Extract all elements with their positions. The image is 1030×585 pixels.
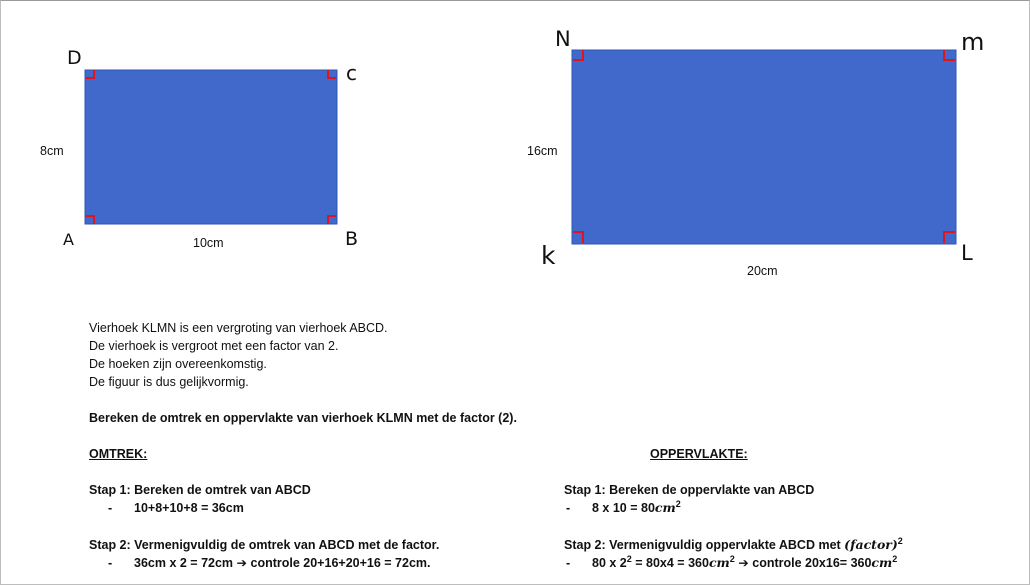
- omtrek-step2-calc-b: controle 20+16+20+16 = 72cm.: [250, 556, 431, 570]
- klmn-width-label: 20cm: [747, 264, 778, 278]
- arrow-icon: ➔: [236, 556, 248, 570]
- oppervlakte-heading: OPPERVLAKTE:: [650, 447, 748, 461]
- bullet-dash: -: [108, 556, 113, 570]
- omtrek-step2-calc: [108, 554, 431, 572]
- vertex-label-b: B: [345, 228, 359, 250]
- oppervlakte-step2-calc-c: controle 20x16= 360: [752, 556, 872, 570]
- vertex-label-c: c: [346, 61, 357, 85]
- oppervlakte-step2-unit-exp: 2: [729, 553, 735, 564]
- abcd-width-label: 10cm: [193, 236, 224, 250]
- oppervlakte-step2-factor-exp: 2: [897, 535, 903, 546]
- oppervlakte-step1-unit: cm: [654, 500, 676, 515]
- bullet-dash: -: [566, 556, 571, 570]
- arrow-icon: ➔: [738, 556, 749, 570]
- vertex-label-k: k: [541, 241, 556, 270]
- oppervlakte-step2-calc-a: 80 x 2: [592, 556, 627, 570]
- oppervlakte-step2-unit: cm: [708, 555, 730, 570]
- intro-line-3: De hoeken zijn overeenkomstig.: [89, 357, 267, 371]
- intro-line-2: De vierhoek is vergroot met een factor van 2.: [89, 339, 339, 353]
- omtrek-step1-calc-text: 10+8+10+8 = 36cm: [134, 501, 244, 515]
- oppervlakte-step2-title-text: Stap 2: Vermenigvuldig oppervlakte ABCD met: [564, 538, 841, 552]
- oppervlakte-step2-calc-b: = 80x4 = 360: [631, 556, 709, 570]
- oppervlakte-step1-exp: 2: [675, 498, 681, 509]
- omtrek-step1-title: Stap 1: Bereken de omtrek van ABCD: [89, 483, 311, 497]
- vertex-label-d: D: [67, 47, 82, 69]
- oppervlakte-step2-calc-a-exp: 2: [626, 553, 632, 564]
- rectangle-klmn: [572, 50, 956, 244]
- question: Bereken de omtrek en oppervlakte van vierhoek KLMN met de factor (2).: [89, 411, 517, 425]
- bullet-dash: -: [566, 501, 571, 515]
- oppervlakte-step1-title: Stap 1: Bereken de oppervlakte van ABCD: [564, 483, 815, 497]
- intro-line-4: De figuur is dus gelijkvormig.: [89, 375, 249, 389]
- klmn-height-label: 16cm: [527, 144, 558, 158]
- vertex-label-m: m: [961, 28, 985, 56]
- rectangle-abcd: [85, 70, 337, 224]
- vertex-label-a: A: [63, 230, 74, 249]
- oppervlakte-step2-unit2-exp: 2: [892, 553, 898, 564]
- omtrek-step2-title: Stap 2: Vermenigvuldig de omtrek van ABCD met de factor.: [89, 538, 440, 552]
- vertex-label-n: N: [555, 27, 571, 51]
- abcd-height-label: 8cm: [40, 144, 64, 158]
- bullet-dash: -: [108, 501, 113, 515]
- oppervlakte-step2-unit2: cm: [871, 555, 893, 570]
- omtrek-heading: OMTREK:: [89, 447, 148, 461]
- oppervlakte-step1-calc-text: 8 x 10 = 80: [592, 501, 655, 515]
- omtrek-step1-calc: [108, 499, 244, 517]
- oppervlakte-step2-factor: (factor): [844, 537, 898, 552]
- vertex-label-l: L: [961, 241, 973, 265]
- intro-line-1: Vierhoek KLMN is een vergroting van vierhoek ABCD.: [89, 321, 388, 335]
- omtrek-step2-calc-a: 36cm x 2 = 72cm: [134, 556, 234, 570]
- oppervlakte-step1-calc: [566, 499, 681, 517]
- oppervlakte-step2-title: [564, 536, 903, 554]
- oppervlakte-step2-calc: [566, 554, 897, 572]
